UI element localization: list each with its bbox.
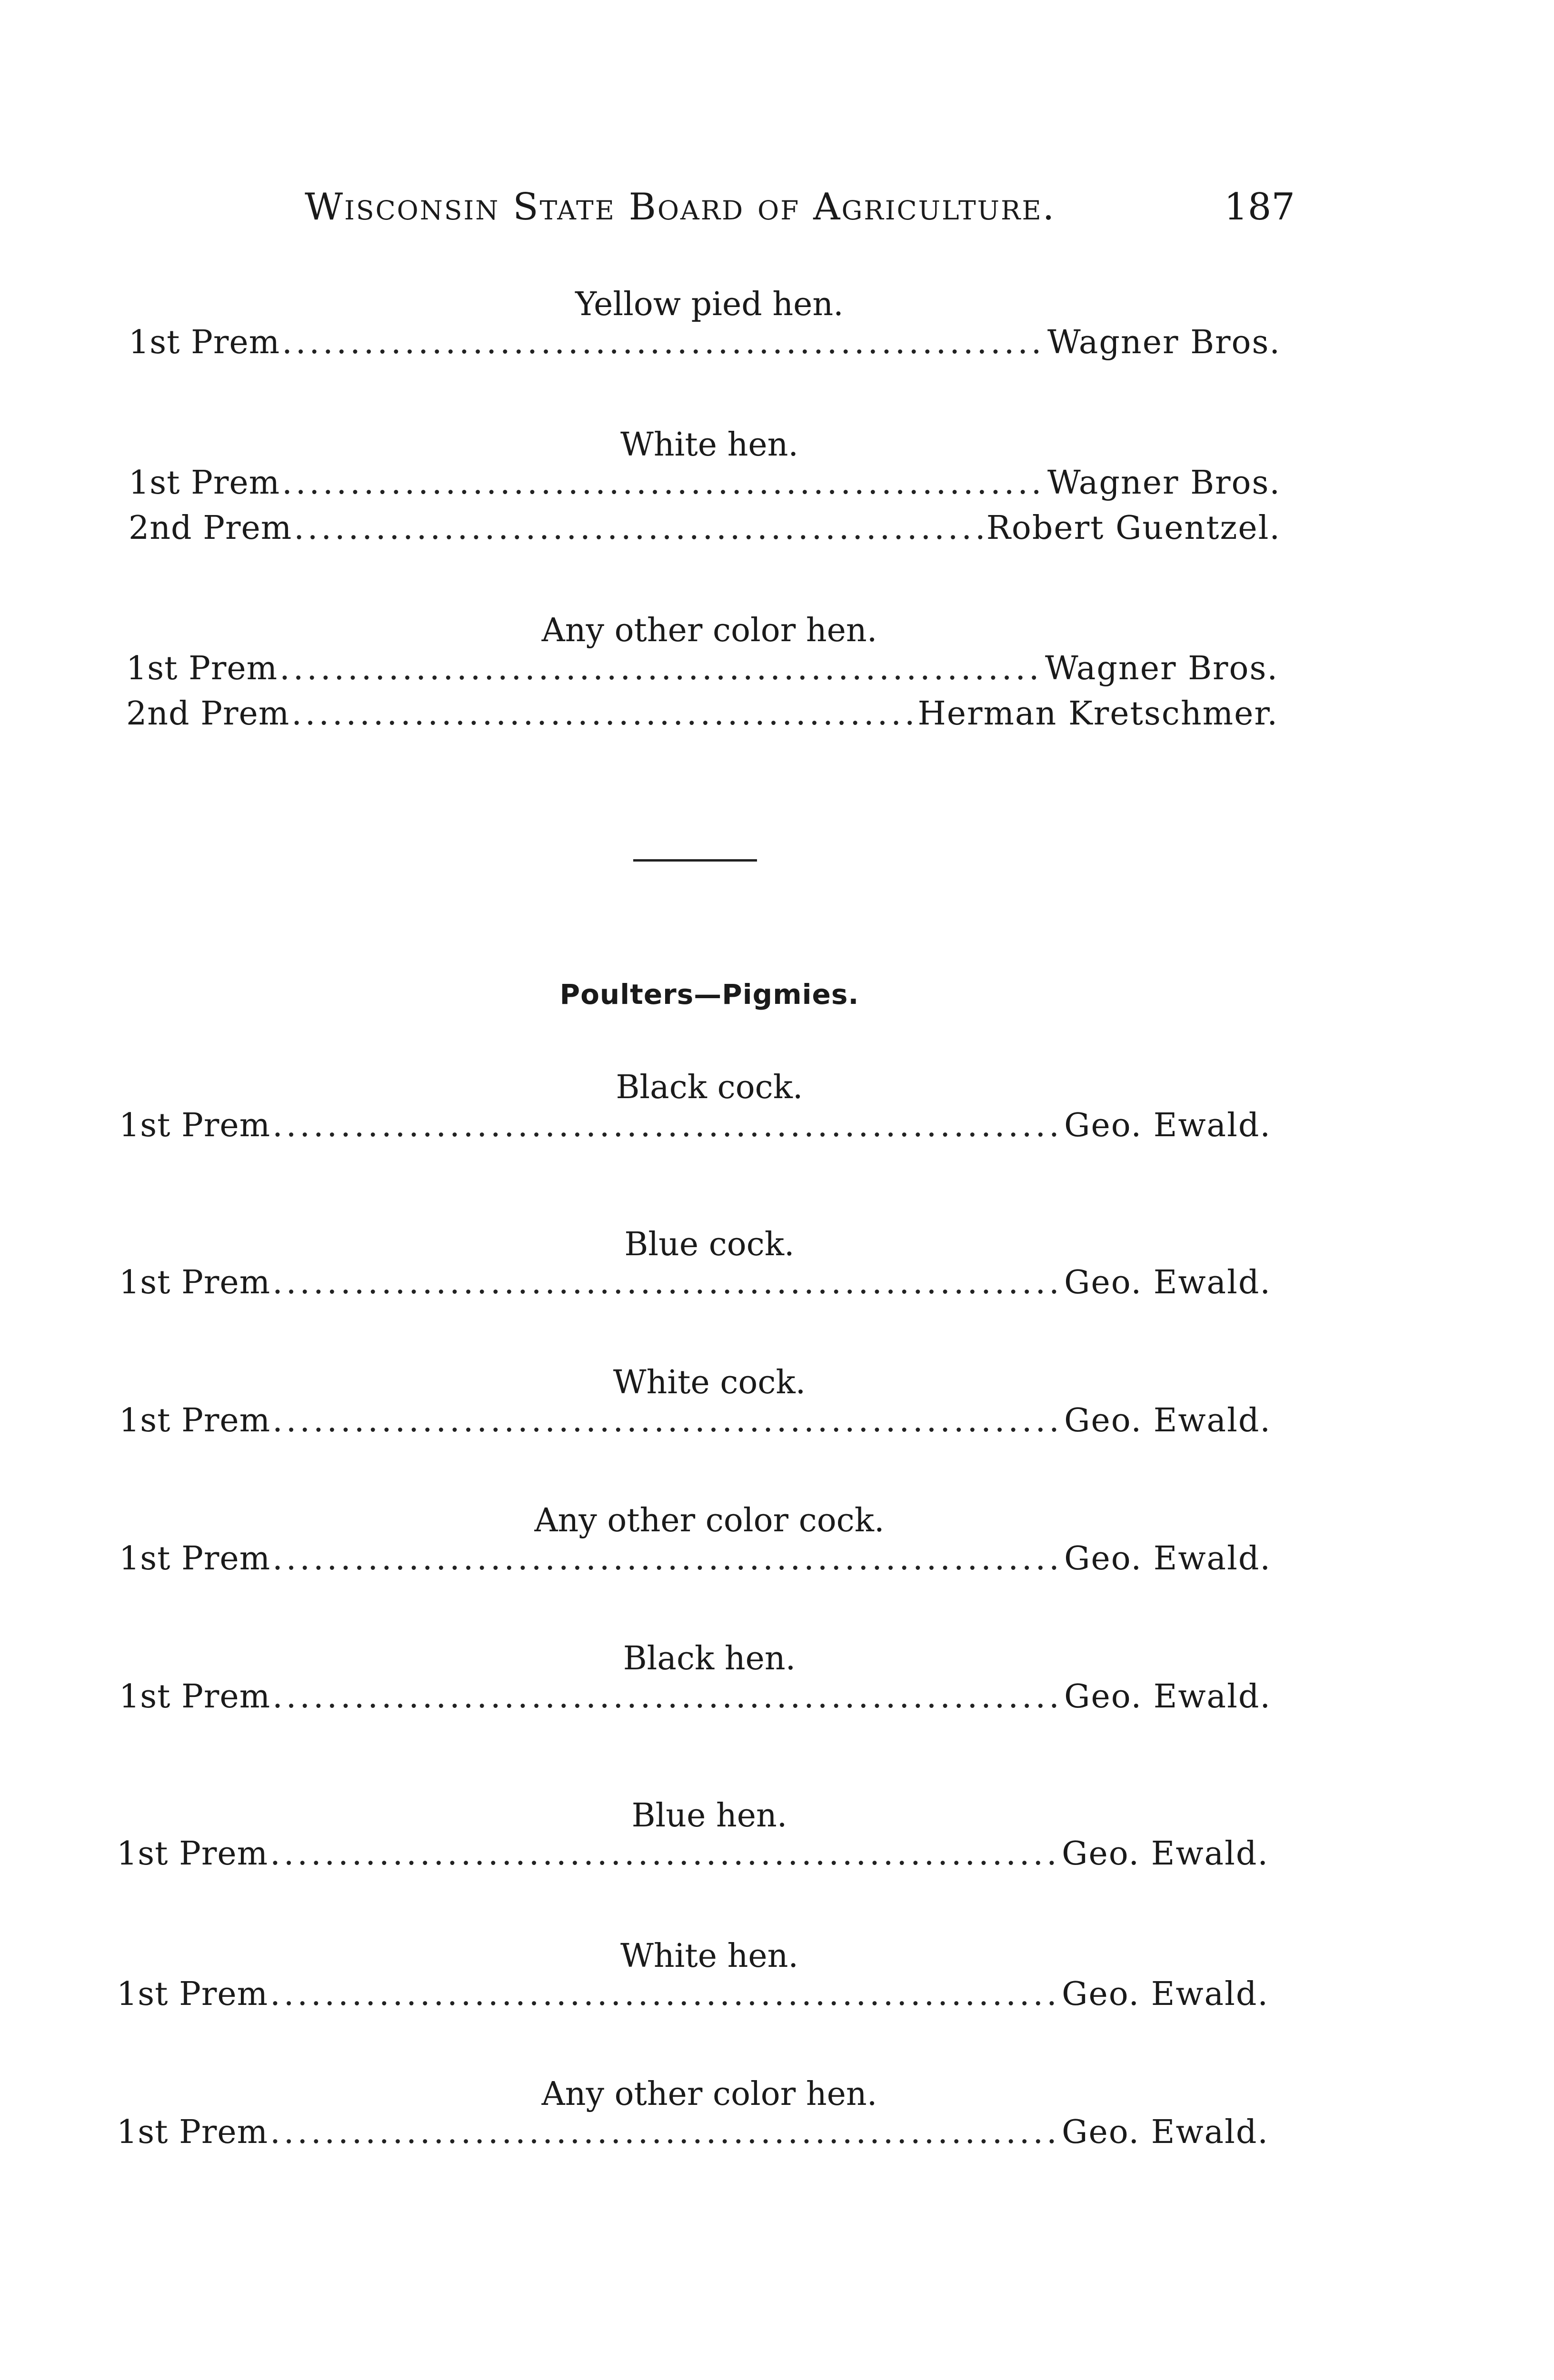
leader-dots [291, 695, 915, 733]
group-heading: Poulters—Pigmies. [559, 978, 859, 1011]
premium-place: 1st Prem [126, 650, 278, 687]
section-title: Any other color hen. [541, 2075, 877, 2113]
premium-place: 1st Prem [119, 1540, 271, 1577]
premium-place: 1st Prem [129, 464, 280, 502]
premium-place: 1st Prem [129, 324, 280, 361]
premium-winner: Wagner Bros. [1047, 324, 1281, 361]
section-title: Any other color hen. [541, 612, 877, 649]
premium-place: 2nd Prem [129, 509, 292, 547]
leader-dots [270, 1835, 1059, 1873]
premium-entry [119, 1107, 1271, 1150]
premium-winner: Geo. Ewald. [1064, 1678, 1271, 1716]
premium-entry [119, 1402, 1271, 1445]
premium-place: 1st Prem [117, 2113, 269, 2151]
premium-winner: Robert Guentzel. [986, 509, 1281, 547]
leader-dots [272, 1402, 1061, 1439]
section-title: White cock. [613, 1364, 806, 1401]
premium-entry [129, 509, 1281, 552]
premium-entry [126, 650, 1278, 693]
premium-winner: Geo. Ewald. [1064, 1264, 1271, 1301]
premium-winner: Geo. Ewald. [1064, 1402, 1271, 1439]
premium-place: 1st Prem [117, 1835, 269, 1873]
premium-winner: Geo. Ewald. [1062, 1975, 1269, 2013]
premium-place: 1st Prem [119, 1264, 271, 1301]
premium-entry [119, 1540, 1271, 1583]
premium-entry [129, 324, 1281, 367]
premium-winner: Geo. Ewald. [1062, 2113, 1269, 2151]
premium-winner: Geo. Ewald. [1064, 1540, 1271, 1577]
premium-place: 1st Prem [117, 1975, 269, 2013]
section-title: White hen. [620, 426, 799, 464]
leader-dots [272, 1264, 1061, 1301]
leader-dots [282, 324, 1045, 361]
header-title: Wisconsin State Board of Agriculture. [305, 186, 1056, 228]
leader-dots [294, 509, 984, 547]
premium-winner: Geo. Ewald. [1064, 1107, 1271, 1144]
premium-entry [119, 1678, 1271, 1721]
page-number: 187 [1224, 186, 1295, 228]
leader-dots [270, 1975, 1059, 2013]
leader-dots [272, 1540, 1061, 1577]
leader-dots [270, 2113, 1059, 2151]
section-title: Yellow pied hen. [575, 286, 844, 323]
leader-dots [282, 464, 1045, 502]
premium-winner: Herman Kretschmer. [917, 695, 1278, 733]
premium-entry [129, 464, 1281, 507]
premium-place: 1st Prem [119, 1678, 271, 1716]
premium-entry [119, 1264, 1271, 1307]
premium-entry [117, 1835, 1269, 1878]
section-title: Black cock. [616, 1069, 803, 1106]
section-title: Black hen. [623, 1640, 796, 1677]
premium-entry [117, 1975, 1269, 2018]
premium-entry [117, 2113, 1269, 2156]
premium-winner: Geo. Ewald. [1062, 1835, 1269, 1873]
premium-winner: Wagner Bros. [1047, 464, 1281, 502]
premium-place: 2nd Prem [126, 695, 290, 733]
premium-place: 1st Prem [119, 1402, 271, 1439]
leader-dots [279, 650, 1042, 687]
premium-place: 1st Prem [119, 1107, 271, 1144]
section-divider-rule [633, 859, 757, 862]
section-title: White hen. [620, 1937, 799, 1975]
section-title: Any other color cock. [534, 1502, 885, 1539]
leader-dots [272, 1678, 1061, 1716]
premium-winner: Wagner Bros. [1045, 650, 1278, 687]
leader-dots [272, 1107, 1061, 1144]
running-header [305, 186, 1295, 243]
premium-entry [126, 695, 1278, 738]
section-title: Blue cock. [624, 1226, 795, 1263]
section-title: Blue hen. [631, 1797, 787, 1835]
